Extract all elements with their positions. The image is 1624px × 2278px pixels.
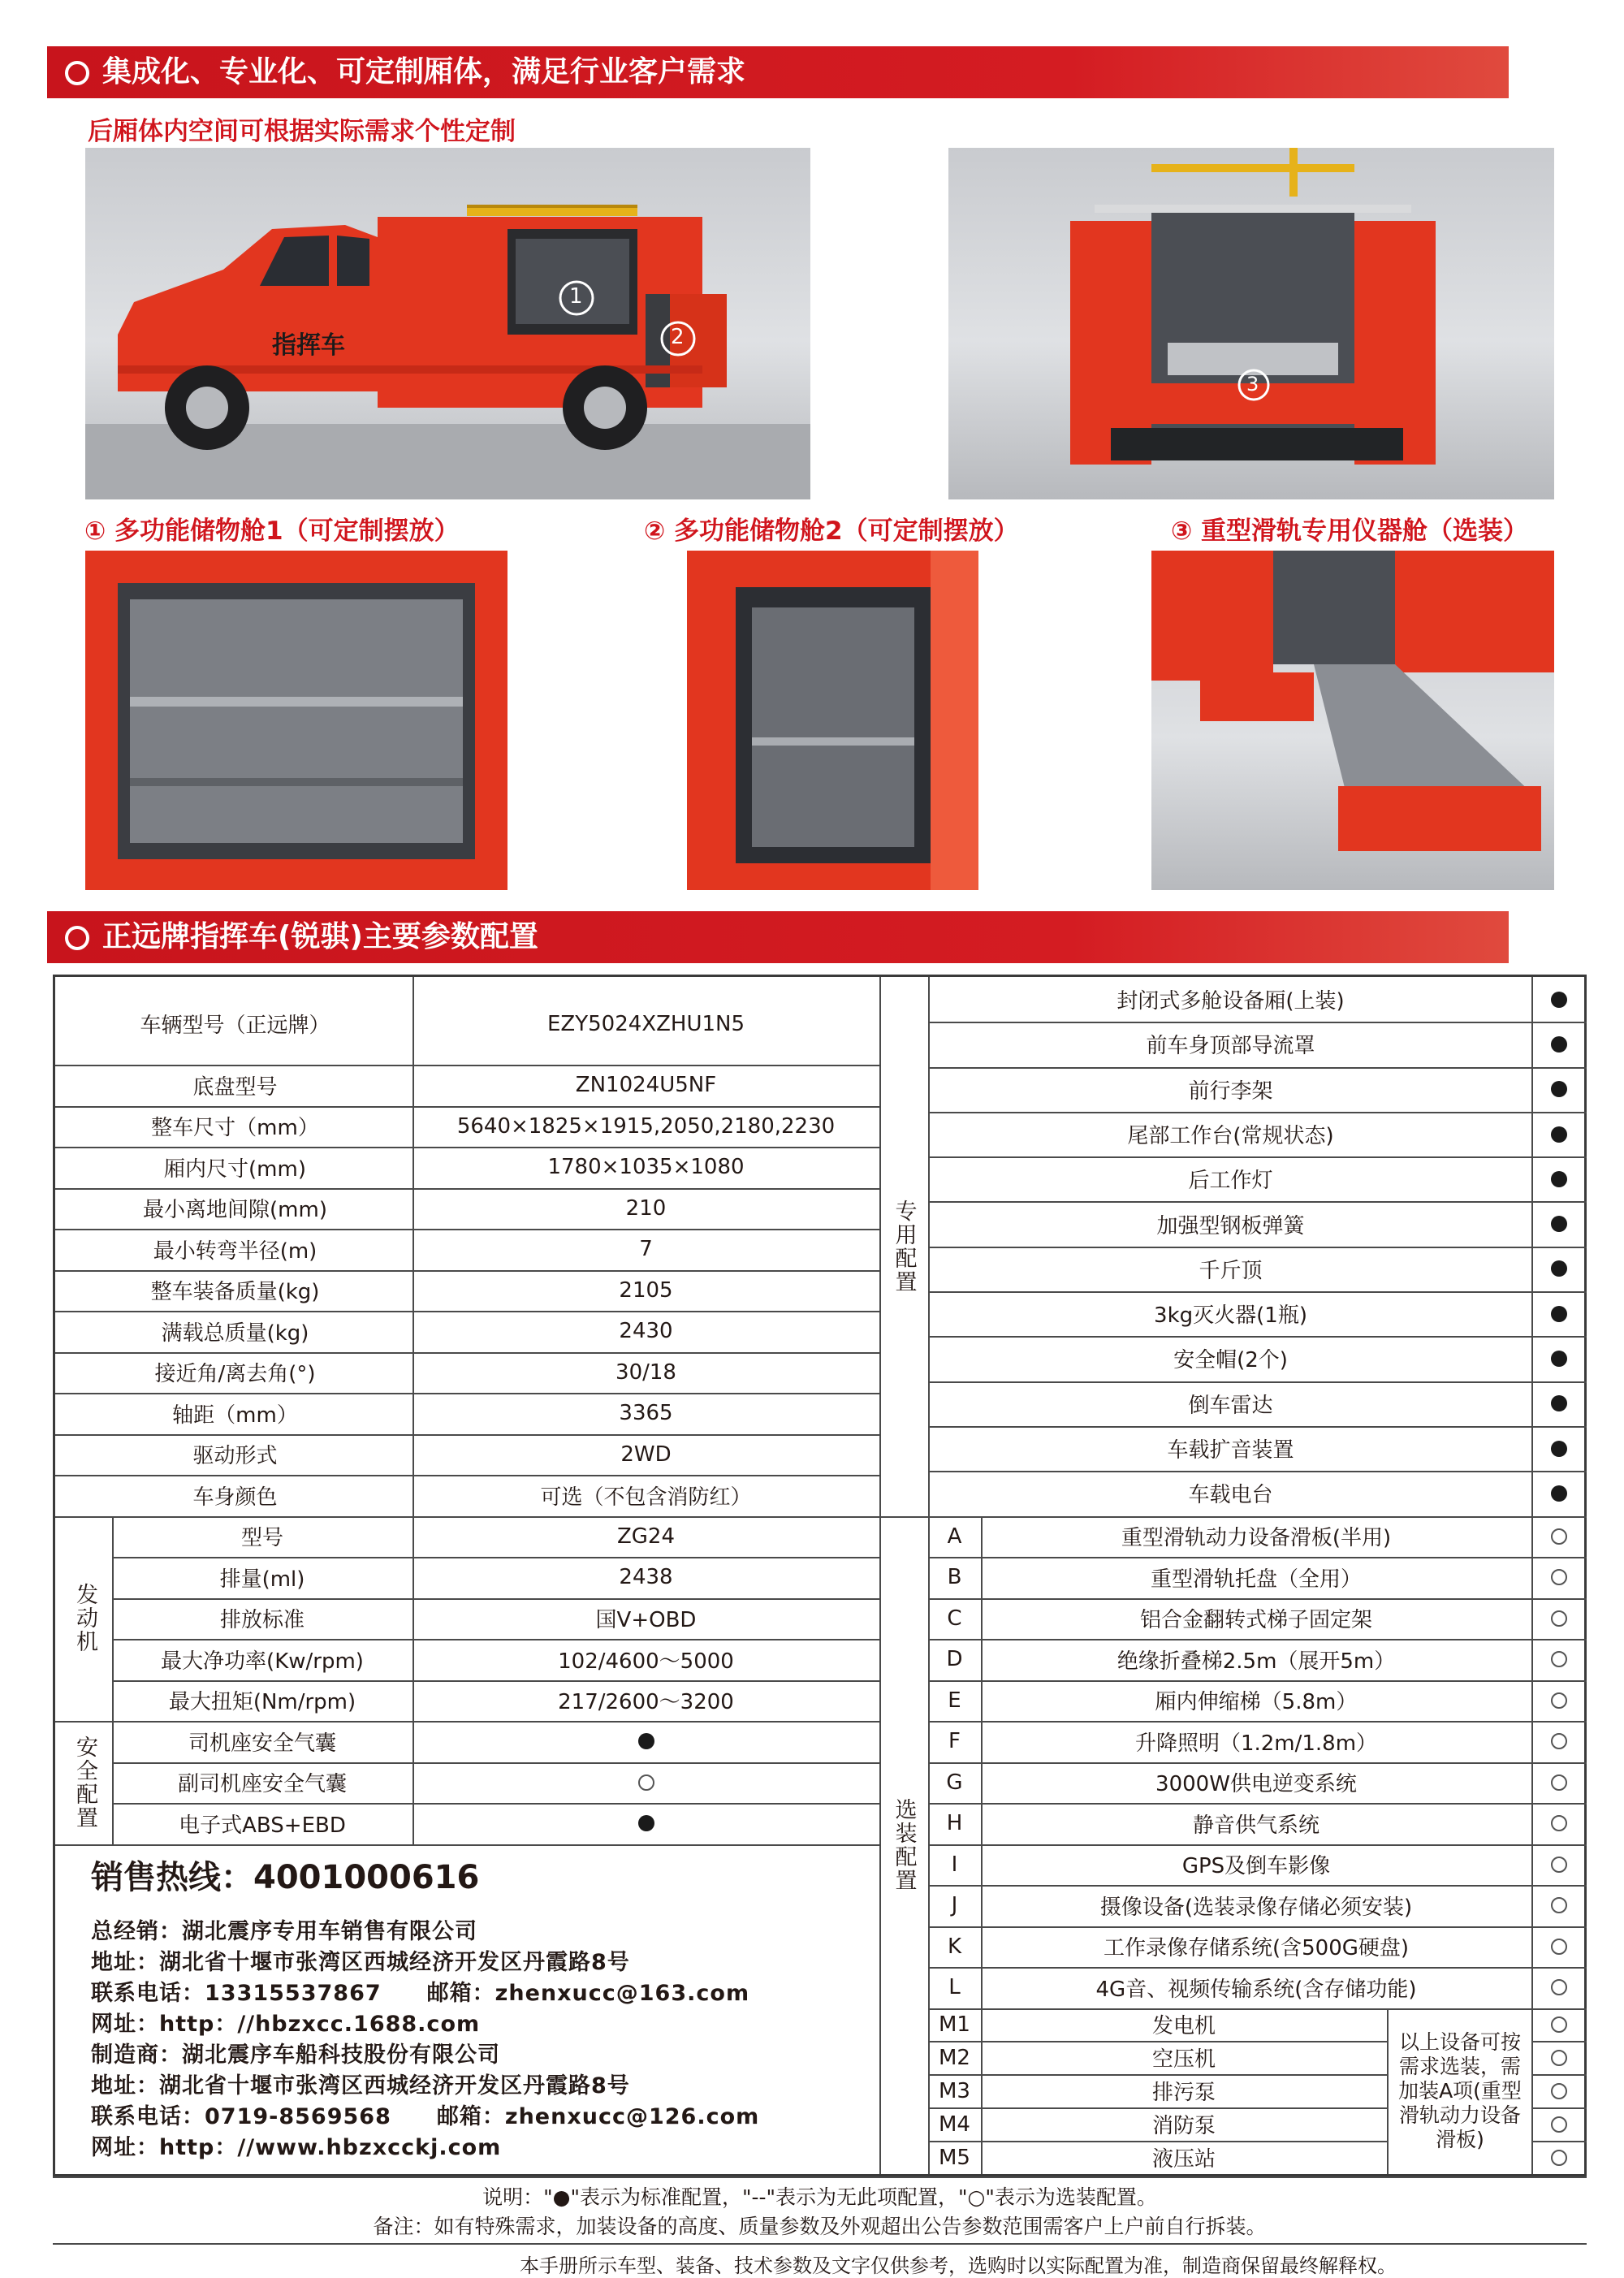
param-value: 可选（不包含消防红） [540,1485,752,1510]
remark-note: 备注：如有特殊需求，加装设备的高度、质量参数及外观超出公告参数范围需客户上户前自行拆装。 [373,2215,1267,2238]
optional-config-icon [1551,1733,1567,1749]
engine-param-value: 国Ⅴ+OBD [595,1608,697,1633]
optional-code: F [948,1729,961,1754]
safety-param-label: 副司机座安全气囊 [177,1772,347,1797]
standard-config-icon [1551,1036,1567,1053]
special-config-label: 尾部工作台(常规状态) [1127,1124,1334,1149]
optional-config-icon [638,1774,654,1791]
param-value: 7 [639,1237,653,1262]
standard-config-icon [1551,1216,1567,1232]
sales-hotline: 销售热线：4001000616 [91,1859,480,1896]
banner-title: 正远牌指挥车(锐骐)主要参数配置 [102,920,538,953]
optional-config-label: GPS及倒车影像 [1181,1854,1331,1879]
optional-code: M2 [939,2045,970,2070]
optional-config-label: 4G音、视频传输系统(含存储功能) [1095,1977,1417,2002]
special-config-label: 前行李架 [1188,1078,1273,1104]
contact-line: 联系电话：0719-8569568 邮箱：zhenxucc@126.com [91,2104,760,2129]
param-value: 2WD [620,1442,672,1467]
config-mark-cell [412,1762,879,1804]
param-label: 车辆型号（正远牌） [140,1014,330,1038]
param-label: 整车装备质量(kg) [150,1280,320,1305]
config-mark-cell [1531,1471,1587,1515]
optional-config-icon [1551,2083,1567,2099]
contact-line: 制造商：湖北震序车船科技股份有限公司 [91,2042,500,2068]
standard-config-icon [1551,1485,1567,1502]
contact-line: 地址：湖北省十堰市张湾区西城经济开发区丹霞路8号 [91,1950,630,1975]
standard-config-icon [1551,1441,1567,1457]
standard-config-icon [1551,1306,1567,1322]
config-mark-cell [1531,1201,1587,1246]
storage-1-photo [85,551,508,890]
legend-note: 说明："●"表示为标准配置，"--"表示为无此项配置，"○"表示为选装配置。 [482,2185,1157,2209]
section-subtitle: 后厢体内空间可根据实际需求个性定制 [88,117,516,146]
param-value: 2430 [619,1319,673,1344]
optional-code: E [948,1688,961,1713]
optional-config-icon [1551,1897,1567,1913]
disclaimer: 本手册所示车型、装备、技术参数及文字仅供参考，选购时以实际配置为准，制造商保留最终解释权。 [520,2254,1397,2277]
rail-cabin-illustration [1151,551,1554,890]
config-mark-cell [1531,1247,1587,1291]
standard-config-icon [1551,1081,1567,1097]
special-config-label: 安全帽(2个) [1173,1348,1288,1373]
contact-line: 网址：http：//www.hbzxcckj.com [91,2135,502,2160]
vehicle-side-photo [85,148,810,499]
optional-config-label: 升降照明（1.2m/1.8m） [1134,1731,1378,1756]
vehicle-side-illustration [85,148,810,499]
param-value: 3365 [619,1401,673,1426]
optional-code: L [948,1975,961,2000]
caption-storage-2: ② 多功能储物舱2（可定制摆放） [644,517,1019,546]
optional-config-label: 绝缘折叠梯2.5m（展开5m） [1116,1649,1396,1674]
caption-rail-cabin: ③ 重型滑轨专用仪器舱（选装） [1171,517,1529,546]
optional-config-icon [1551,2050,1567,2066]
param-value: ZN1024U5NF [575,1073,717,1098]
special-config-label: 后工作灯 [1188,1169,1273,1194]
optional-equipment-label: 发电机 [1151,2014,1216,2039]
config-mark-cell [1531,1426,1587,1471]
standard-config-icon [1551,1126,1567,1143]
config-mark-cell [412,1803,879,1844]
optional-equipment-label: 排污泵 [1151,2081,1216,2106]
contact-line: 联系电话：13315537867 邮箱：zhenxucc@163.com [91,1981,750,2006]
optional-config-label: 厢内伸缩梯（5.8m） [1155,1690,1358,1715]
optional-config-icon [1551,1692,1567,1709]
engine-param-label: 排放标准 [219,1608,304,1633]
optional-config-icon [1551,1651,1567,1667]
standard-config-icon [638,1815,654,1831]
engine-param-label: 排量(ml) [219,1567,305,1592]
optional-config-icon [1551,1939,1567,1955]
config-mark-cell [1531,1022,1587,1066]
optional-config-label: 工作录像存储系统(含500G硬盘) [1103,1936,1410,1961]
config-mark-cell [1531,1557,1587,1598]
optional-config-icon [1551,1815,1567,1831]
special-config-label: 前车身顶部导流罩 [1146,1034,1315,1059]
param-label: 最小转弯半径(m) [153,1238,317,1264]
config-mark-cell [1531,1721,1587,1762]
caption-storage-1: ① 多功能储物舱1（可定制摆放） [84,517,460,546]
contact-line: 地址：湖北省十堰市张湾区西城经济开发区丹霞路8号 [91,2073,630,2099]
standard-config-icon [1551,1351,1567,1367]
optional-code: D [946,1647,963,1672]
optional-config-label: 3000W供电逆变系统 [1155,1772,1357,1797]
car-door-text: 指挥车 [272,331,345,360]
special-config-label: 车载电台 [1188,1483,1273,1508]
standard-config-icon [638,1733,654,1749]
config-mark-cell [1531,1112,1587,1156]
config-mark-cell [1531,2107,1587,2141]
optional-config-icon [1551,2116,1567,2133]
config-mark-cell [1531,2074,1587,2107]
config-mark-cell [412,1721,879,1762]
optional-config-icon [1551,1979,1567,1995]
optional-code: M3 [939,2078,970,2103]
safety-group-label: 安全配置 [72,1735,97,1830]
config-mark-cell [1531,1885,1587,1926]
standard-config-icon [1551,1395,1567,1411]
config-mark-cell [1531,1156,1587,1201]
param-label: 最小离地间隙(mm) [143,1198,327,1223]
optional-code: B [947,1565,962,1590]
config-mark-cell [1531,1967,1587,2008]
special-group-label: 专用配置 [891,1199,917,1294]
optional-code: M4 [939,2112,970,2137]
notes-bottom-divider [53,2243,1587,2245]
config-mark-cell [1531,1381,1587,1426]
special-config-label: 3kg灭火器(1瓶) [1154,1303,1307,1329]
param-label: 轴距（mm） [172,1403,298,1428]
safety-param-label: 电子式ABS+EBD [179,1813,346,1838]
config-mark-cell [1531,1762,1587,1804]
optional-config-label: 摄像设备(选装录像存储必须安装) [1099,1895,1413,1920]
special-config-label: 倒车雷达 [1188,1393,1273,1418]
optional-group-label: 选装配置 [891,1797,917,1892]
param-value: 210 [625,1195,667,1221]
storage-2-photo [687,551,978,890]
circle-icon [65,61,89,85]
optional-code: J [951,1893,958,1918]
equipment-note: 以上设备可按需求选装，需加装A项(重型滑轨动力设备滑板) [1398,2029,1522,2151]
config-mark-cell [1531,1680,1587,1722]
config-mark-cell [1531,1926,1587,1968]
optional-config-icon [1551,1569,1567,1585]
optional-config-icon [1551,1610,1567,1627]
rail-cabin-photo [1151,551,1554,890]
section-banner-params [47,911,1509,963]
config-mark-cell [1531,977,1587,1022]
engine-param-label: 型号 [240,1526,283,1551]
special-config-label: 加强型钢板弹簧 [1156,1213,1305,1238]
optional-code: A [947,1524,962,1549]
optional-code: I [951,1852,958,1877]
config-mark-cell [1531,1844,1587,1886]
param-label: 底盘型号 [192,1074,278,1100]
param-value: 1780×1035×1080 [547,1155,745,1180]
engine-param-label: 最大扭矩(Nm/rpm) [168,1690,356,1715]
optional-config-label: 铝合金翻转式梯子固定架 [1139,1608,1372,1633]
notes-divider [53,2176,1587,2178]
optional-code: H [946,1811,963,1836]
optional-equipment-label: 液压站 [1151,2147,1216,2172]
special-config-label: 车载扩音装置 [1167,1438,1294,1463]
optional-equipment-label: 消防泵 [1151,2114,1216,2139]
marker-1: 1 [569,284,583,309]
optional-config-icon [1551,1857,1567,1873]
optional-code: M1 [939,2012,970,2037]
engine-group-label: 发动机 [72,1583,97,1654]
safety-param-label: 司机座安全气囊 [188,1731,336,1756]
optional-config-icon [1551,1528,1567,1545]
storage-2-illustration [687,551,978,890]
banner-title: 集成化、专业化、可定制厢体，满足行业客户需求 [102,55,746,89]
storage-1-illustration [85,551,508,890]
engine-param-value: 2438 [619,1565,673,1590]
param-label: 满载总质量(kg) [161,1321,309,1346]
optional-config-label: 静音供气系统 [1192,1813,1320,1838]
param-value: 2105 [619,1277,673,1303]
config-mark-cell [1531,1291,1587,1336]
engine-param-value: ZG24 [616,1524,676,1549]
config-mark-cell [1531,1639,1587,1680]
engine-param-value: 217/2600～3200 [558,1690,734,1715]
section-banner-customizable [47,46,1509,98]
config-mark-cell [1531,2141,1587,2174]
standard-config-icon [1551,992,1567,1008]
param-label: 厢内尺寸(mm) [164,1156,306,1182]
param-label: 车身颜色 [192,1485,278,1510]
vehicle-rear-illustration [948,148,1554,499]
config-mark-cell [1531,2041,1587,2074]
standard-config-icon [1551,1260,1567,1277]
vehicle-rear-photo [948,148,1554,499]
param-value: EZY5024XZHU1N5 [546,1011,745,1036]
circle-icon [65,926,89,950]
config-mark-cell [1531,2008,1587,2042]
config-mark-cell [1531,1516,1587,1558]
param-label: 接近角/离去角(°) [154,1362,316,1387]
marker-2: 2 [671,325,685,349]
param-label: 整车尺寸（mm） [151,1116,319,1141]
special-config-label: 千斤顶 [1199,1258,1263,1283]
marker-3: 3 [1246,373,1259,396]
optional-equipment-label: 空压机 [1151,2047,1216,2073]
param-value: 5640×1825×1915,2050,2180,2230 [456,1113,836,1139]
optional-config-icon [1551,2150,1567,2166]
contact-line: 总经销：湖北震序专用车销售有限公司 [91,1919,477,1944]
config-mark-cell [1531,1067,1587,1112]
optional-config-label: 重型滑轨托盘（全用） [1150,1567,1362,1592]
config-mark-cell [1531,1803,1587,1844]
param-label: 驱动形式 [192,1444,278,1469]
table-rule [55,1844,879,1846]
optional-code: M5 [939,2145,970,2170]
engine-param-label: 最大净功率(Kw/rpm) [161,1649,364,1674]
config-mark-cell [1531,1336,1587,1381]
contact-line: 网址：http：//hbzxcc.1688.com [91,2012,481,2037]
optional-config-icon [1551,2016,1567,2033]
param-value: 30/18 [615,1359,676,1385]
optional-code: C [947,1606,962,1631]
standard-config-icon [1551,1171,1567,1187]
config-mark-cell [1531,1598,1587,1640]
optional-config-icon [1551,1774,1567,1791]
engine-param-value: 102/4600～5000 [558,1649,734,1674]
optional-code: K [947,1934,962,1959]
special-config-label: 封闭式多舱设备厢(上装) [1116,989,1345,1014]
optional-config-label: 重型滑轨动力设备滑板(半用) [1121,1526,1392,1551]
optional-code: G [946,1770,963,1795]
